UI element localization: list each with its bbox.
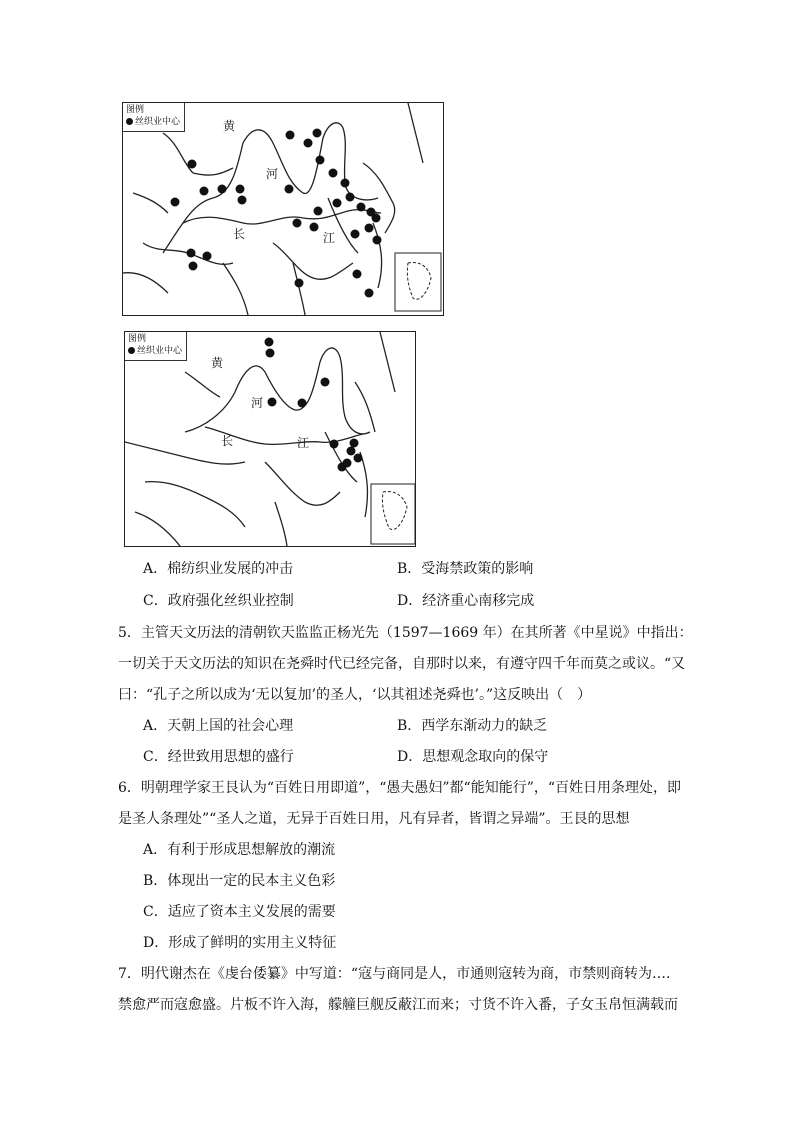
q6-option-d: D．形成了鲜明的实用主义特征 xyxy=(143,935,337,951)
q5-option-c: C．经世致用思想的盛行 xyxy=(143,749,294,765)
q6-option-b: B．体现出一定的民本主义色彩 xyxy=(143,873,336,889)
q4-option-d: D．经济重心南移完成 xyxy=(397,593,535,609)
map-2-label-jiang: 江 xyxy=(297,436,310,450)
q7-stem-line-1: 7．明代谢杰在《虔台倭纂》中写道：“寇与商同是人，市通则寇转为商，市禁则商转为…. xyxy=(118,966,671,982)
legend-title: 图例 xyxy=(126,105,145,115)
q4-option-b: B．受海禁政策的影响 xyxy=(397,561,534,577)
silk-center-dot-icon xyxy=(128,347,135,354)
map-2-label-huang: 黄 xyxy=(211,356,224,370)
q5-option-b: B．西学东渐动力的缺乏 xyxy=(397,718,548,734)
legend-item: 丝织业中心 xyxy=(135,117,181,127)
map-1-label-he: 河 xyxy=(266,167,279,181)
q5-stem-line-2: 一切关于天文历法的知识在尧舜时代已经完备，自那时以来，有遵守四千年而莫之或议。“又 xyxy=(118,656,686,672)
silk-center-dot-icon xyxy=(126,118,133,125)
silk-center-map-2 xyxy=(124,331,416,547)
q5-stem-line-3: 曰：“孔子之所以成为‘无以复加’的圣人，‘以其祖述尧舜也’。”这反映出（ ） xyxy=(118,687,592,703)
legend-item: 丝织业中心 xyxy=(137,346,183,356)
q4-option-c: C．政府强化丝织业控制 xyxy=(143,593,294,609)
map-1-label-jiang: 江 xyxy=(323,231,336,245)
q4-option-a: A．棉纺织业发展的冲击 xyxy=(143,561,294,577)
q6-stem-line-1: 6．明朝理学家王艮认为“百姓日用即道”，“愚夫愚妇”都“能知能行”，“百姓日用条理处，即 xyxy=(118,780,682,796)
silk-center-map-1 xyxy=(122,102,444,316)
q5-stem-line-1: 5．主管天文历法的清朝钦天监监正杨光先（1597—1669 年）在其所著《中星说》中指出： xyxy=(118,625,693,641)
map-1-legend xyxy=(123,103,185,132)
map-2-legend xyxy=(125,332,187,361)
q5-option-a: A．天朝上国的社会心理 xyxy=(143,718,294,734)
q5-option-d: D．思想观念取向的保守 xyxy=(397,749,549,765)
map-2-label-he: 河 xyxy=(251,396,264,410)
q6-option-c: C．适应了资本主义发展的需要 xyxy=(143,904,336,920)
q6-stem-line-2: 是圣人条理处”“圣人之道，无异于百姓日用，凡有异者，皆谓之异端”。王艮的思想 xyxy=(118,811,630,827)
map-2-label-chang: 长 xyxy=(221,434,234,448)
q6-option-a: A．有利于形成思想解放的潮流 xyxy=(143,842,336,858)
map-2-drawing xyxy=(125,332,415,546)
map-1-drawing xyxy=(123,103,443,315)
q7-stem-line-2: 禁愈严而寇愈盛。片板不许入海，艨艟巨舰反蔽江而来；寸货不许入番，子女玉帛恒满载而 xyxy=(118,997,678,1013)
map-1-label-huang: 黄 xyxy=(223,119,236,133)
legend-title: 图例 xyxy=(128,334,147,344)
map-1-label-chang: 长 xyxy=(233,227,246,241)
